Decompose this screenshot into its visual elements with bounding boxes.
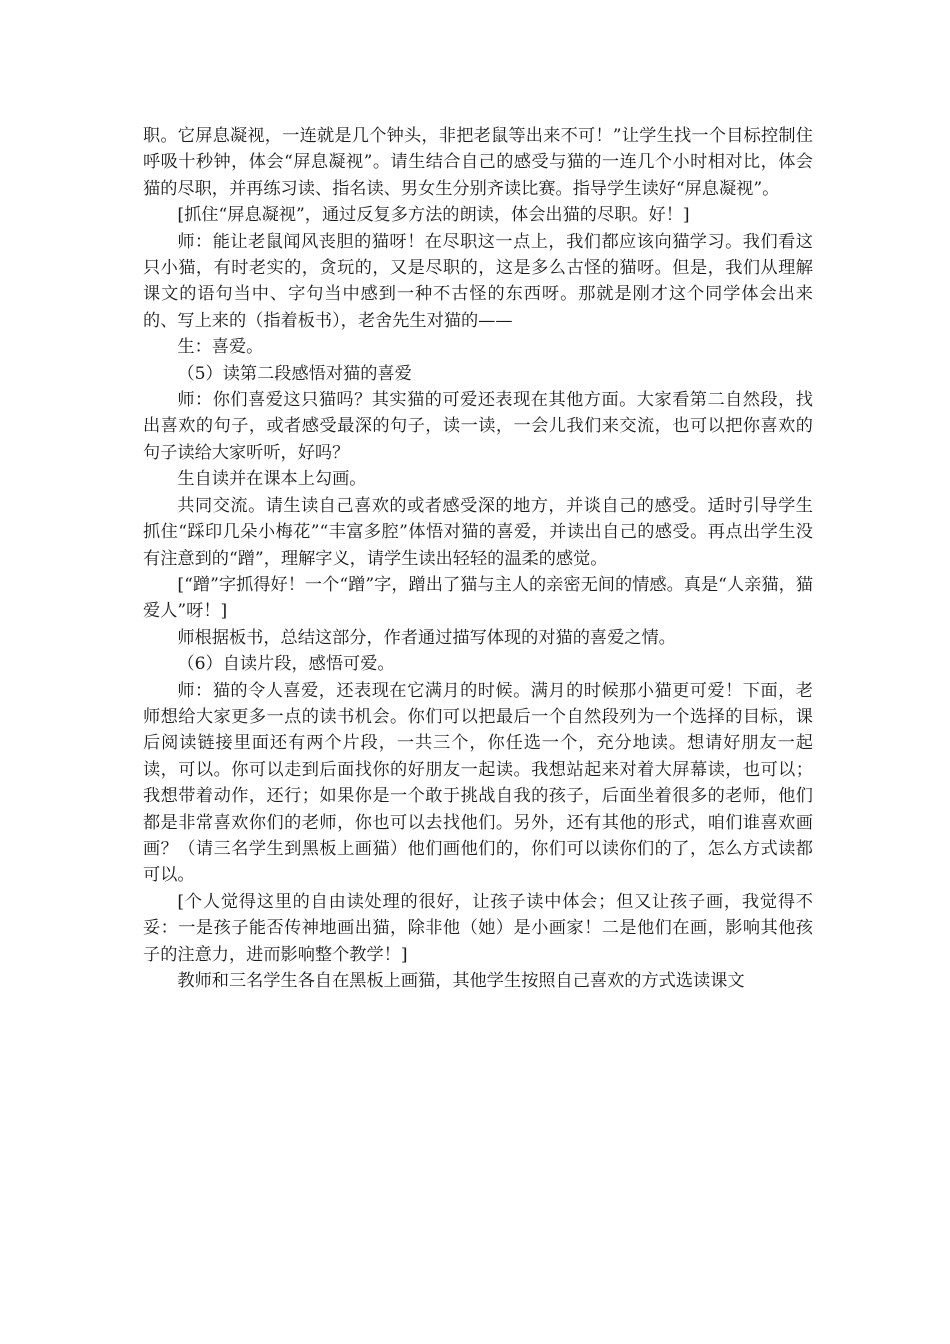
paragraph: 师：你们喜爱这只猫吗？其实猫的可爱还表现在其他方面。大家看第二自然段，找出喜欢的句子，或者感受最深的句子，读一读，一会儿我们来交流，也可以把你喜欢的句子读给大家听听，好吗？ (143, 390, 813, 463)
paragraph: 共同交流。请生读自己喜欢的或者感受深的地方，并谈自己的感受。适时引导学生抓住“踩印几朵小梅花”“丰富多腔”体悟对猫的喜爱，并读出自己的感受。再点出学生没有注意到的“蹭”，理解字义，请学生读出轻轻的温柔的感觉。 (143, 495, 813, 569)
comment-paragraph: [抓住“屏息凝视”，通过反复多方法的朗读，体会出猫的尽职。好！] (177, 205, 690, 226)
paragraph: 师根据板书，总结这部分，作者通过描写体现的对猫的喜爱之情。 (177, 627, 676, 648)
paragraph: 生：喜爱。 (177, 337, 264, 358)
paragraph: 教师和三名学生各自在黑板上画猫，其他学生按照自己喜欢的方式选读课文 (177, 971, 745, 991)
paragraph: 生自读并在课本上勾画。 (177, 469, 367, 490)
paragraph: 师：能让老鼠闻风丧胆的猫呀！在尽职这一点上，我们都应该向猫学习。我们看这只小猫，有时老实的，贪玩的，又是尽职的，这是多么古怪的猫呀。但是，我们从理解课文的语句当中、字句当中感到一种不古怪的东西呀。那就是刚才这个同学体会出来的、写上来的（指着板书），老舍先生对猫的—— (143, 231, 813, 331)
paragraph: 职。它屏息凝视，一连就是几个钟头，非把老鼠等出来不可！”让学生找一个目标控制住呼吸十秒钟，体会“屏息凝视”。请生结合自己的感受与猫的一连几个小时相对比，体会猫的尽职，并再练习读、指名读、男女生分别齐读比赛。指导学生读好“屏息凝视”。 (143, 126, 813, 199)
document-page (143, 123, 813, 994)
comment-paragraph: [个人觉得这里的自由读处理的很好，让孩子读中体会；但又让孩子画，我觉得不妥：一是孩子能否传神地画出猫，除非他（她）是小画家！二是他们在画，影响其他孩子的注意力，进而影响整个教学！] (143, 891, 813, 965)
paragraph: 师：猫的令人喜爱，还表现在它满月的时候。满月的时候那小猫更可爱！下面，老师想给大家更多一点的读书机会。你们可以把最后一个自然段列为一个选择的目标，课后阅读链接里面还有两个片段，一共三个，你任选一个，充分地读。想请好朋友一起读，可以。你可以走到后面找你的好朋友一起读。我想站起来对着大屏幕读，也可以；我想带着动作，还行；如果你是一个敢于挑战自我的孩子，后面坐着很多的老师，他们都是非常喜欢你们的老师，你也可以去找他们。另外，还有其他的形式，咱们谁喜欢画画？（请三名学生到黑板上画猫）他们画他们的，你们可以读你们的了，怎么方式读都可以。 (143, 680, 813, 886)
section-heading: （5）读第二段感悟对猫的喜爱 (177, 363, 412, 384)
section-heading: （6）自读片段，感悟可爱。 (177, 654, 395, 675)
comment-paragraph: [“蹭”字抓得好！一个“蹭”字，蹭出了猫与主人的亲密无间的情感。真是“人亲猫，猫爱人”呀！] (143, 574, 813, 622)
